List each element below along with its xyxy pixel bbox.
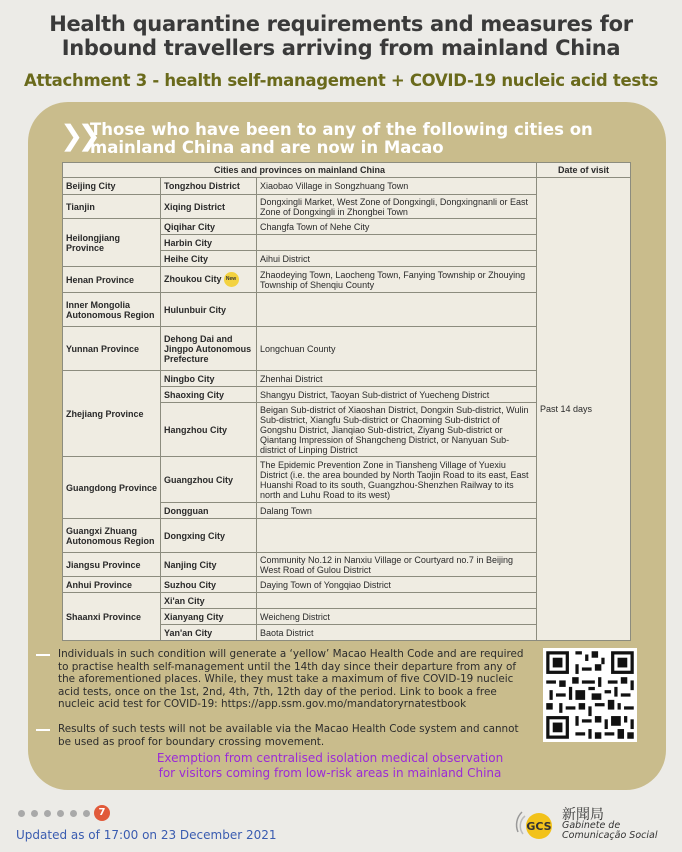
city-cell: Harbin City — [161, 235, 257, 251]
logo-chinese-name: 新聞局 — [562, 807, 604, 823]
province-cell: Tianjin — [63, 195, 161, 219]
city-cell: Dongguan — [161, 503, 257, 519]
exemption-link-line-1: Exemption from centralised isolation medical observation — [156, 751, 504, 765]
province-cell: Heilongjiang Province — [63, 219, 161, 267]
area-cell: Aihui District — [257, 251, 537, 267]
city-cell-with-badge — [161, 267, 257, 293]
gcs-logo — [512, 800, 682, 850]
province-cell: Zhejiang Province — [63, 371, 161, 457]
area-cell: Community No.12 in Nanxiu Village or Courtyard no.7 in Beijing West Road of Gulou District — [257, 553, 537, 577]
province-cell: Shaanxi Province — [63, 593, 161, 641]
area-cell: Weicheng District — [257, 609, 537, 625]
area-cell: Shangyu District, Taoyan Sub-district of Yuecheng District — [257, 387, 537, 403]
city-cell: Qiqihar City — [161, 219, 257, 235]
section-heading-line-1: Those who have been to any of the following cities on — [90, 120, 593, 139]
city-cell: Heihe City — [161, 251, 257, 267]
province-cell: Guangdong Province — [63, 457, 161, 519]
area-cell — [257, 293, 537, 327]
city-cell: Dongxing City — [161, 519, 257, 553]
province-cell: Anhui Province — [63, 577, 161, 593]
table-header-row — [63, 163, 631, 178]
section-heading — [90, 121, 650, 157]
header-visit: Date of visit — [537, 163, 631, 178]
page-subtitle: Attachment 3 - health self-management + COVID-19 nucleic acid tests — [24, 71, 658, 90]
page-dot[interactable] — [70, 810, 77, 817]
city-cell: Suzhou City — [161, 577, 257, 593]
page-dot[interactable] — [57, 810, 64, 817]
note-test-results: Results of such tests will not be available via the Macao Health Code system and cannot be used as proof for boundary crossing movement. — [58, 723, 519, 748]
visit-cell: Past 14 days — [537, 178, 631, 641]
page-dot[interactable] — [83, 810, 90, 817]
cities-table — [62, 162, 631, 641]
province-cell: Jiangsu Province — [63, 553, 161, 577]
area-cell: Longchuan County — [257, 327, 537, 371]
province-cell: Beijing City — [63, 178, 161, 195]
qr-code-icon[interactable] — [543, 648, 637, 742]
title-line-2: Inbound travellers arriving from mainland China — [61, 36, 621, 60]
logo-pt-line-2: Comunicação Social — [562, 830, 658, 841]
logo-pt-line-1: Gabinete de — [562, 820, 621, 831]
city-cell: Xi'an City — [161, 593, 257, 609]
current-page-badge[interactable]: 7 — [94, 805, 110, 821]
gcs-logo-mark-text: GCS — [526, 820, 552, 833]
bullet-dash — [36, 654, 50, 656]
area-cell — [257, 235, 537, 251]
city-cell: Hangzhou City — [161, 403, 257, 457]
exemption-link-line-2: for visitors coming from low-risk areas in mainland China — [158, 766, 502, 780]
province-cell: Yunnan Province — [63, 327, 161, 371]
note-health-self-management: Individuals in such condition will generate a ‘yellow’ Macao Health Code and are required to practise health self-management until the 14th day since their departure from any of the aforementioned places. While, they must take a maximum of five COVID-19 nucleic acid tests, once on the 1st, 2nd, 4th, 7th, 12th day of the period. Link to book a free nucleic acid test for COVID-19: https://app.ssm.gov.mo/mandatoryrnatestbook — [58, 648, 524, 711]
bullet-dash — [36, 729, 50, 731]
city-cell: Tongzhou District — [161, 178, 257, 195]
area-cell — [257, 519, 537, 553]
city-cell: Guangzhou City — [161, 457, 257, 503]
area-cell — [257, 593, 537, 609]
area-cell: Changfa Town of Nehe City — [257, 219, 537, 235]
updated-timestamp: Updated as of 17:00 on 23 December 2021 — [16, 828, 277, 842]
province-cell: Inner Mongolia Autonomous Region — [63, 293, 161, 327]
section-heading-line-2: mainland China and are now in Macao — [90, 138, 444, 157]
area-cell: Zhenhai District — [257, 371, 537, 387]
table-row — [63, 178, 631, 195]
city-cell: Hulunbuir City — [161, 293, 257, 327]
city-cell: Nanjing City — [161, 553, 257, 577]
area-cell: Zhaodeying Town, Laocheng Town, Fanying Township or Zhouying Township of Shenqiu County — [257, 267, 537, 293]
city-label: Zhoukou City — [164, 273, 222, 284]
province-cell: Guangxi Zhuang Autonomous Region — [63, 519, 161, 553]
gcs-logo-mark-icon — [512, 802, 558, 846]
page-dot[interactable] — [18, 810, 25, 817]
double-chevron-right-icon: ❯❯ — [60, 119, 95, 152]
title-line-1: Health quarantine requirements and measures for — [49, 12, 633, 36]
logo-portuguese-name — [562, 821, 657, 841]
city-cell: Shaoxing City — [161, 387, 257, 403]
page-dot[interactable] — [31, 810, 38, 817]
new-badge: New — [224, 272, 239, 287]
exemption-link[interactable] — [60, 751, 600, 781]
area-cell: Baota District — [257, 625, 537, 641]
area-cell: Dalang Town — [257, 503, 537, 519]
area-cell: The Epidemic Prevention Zone in Tiansheng Village of Yuexiu District (i.e. the area bounded by North Taojin Road to its east, East Huanshi Road to its south, Guangzhou-Shenzhen Railway to its north and Luhu Road to its west) — [257, 457, 537, 503]
province-cell: Henan Province — [63, 267, 161, 293]
area-cell: Daying Town of Yongqiao District — [257, 577, 537, 593]
page-dot[interactable] — [44, 810, 51, 817]
city-cell: Ningbo City — [161, 371, 257, 387]
area-cell: Xiaobao Village in Songzhuang Town — [257, 178, 537, 195]
city-cell: Xiqing District — [161, 195, 257, 219]
area-cell: Dongxingli Market, West Zone of Dongxingli, Dongxingnanli or East Zone of Dongxingli in Zhongbei Town — [257, 195, 537, 219]
city-cell: Dehong Dai and Jingpo Autonomous Prefecture — [161, 327, 257, 371]
city-cell: Xianyang City — [161, 609, 257, 625]
header-places: Cities and provinces on mainland China — [63, 163, 537, 178]
page-title — [0, 12, 682, 60]
area-cell: Beigan Sub-district of Xiaoshan District, Dongxin Sub-district, Wulin Sub-district, Xiangfu Sub-district or Chaoming Sub-district of Gongshu District, Jianqiao Sub-district, Ziyang Sub-district or Qiantang Impression of Shangcheng District, or Nanyuan Sub-district of Linping District — [257, 403, 537, 457]
city-cell: Yan'an City — [161, 625, 257, 641]
